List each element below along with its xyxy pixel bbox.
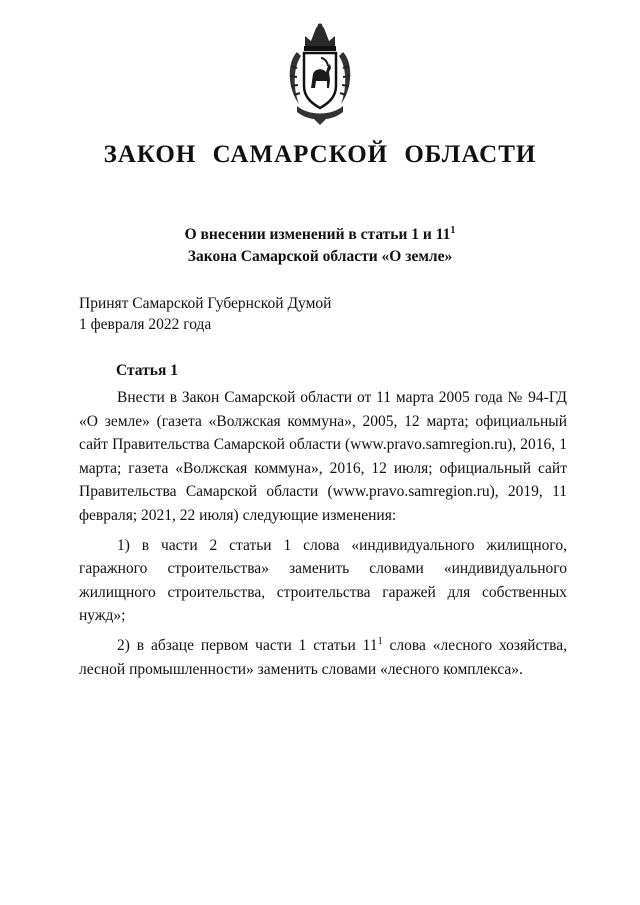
amendment-item-2-start: 2) в абзаце первом части 1 статьи 11 — [117, 636, 378, 654]
article-heading: Статья 1 — [116, 362, 178, 379]
amendment-item-1: 1) в части 2 статьи 1 слова «индивидуального жилищного, гаражного строительства» заменить словами «индивидуального жилищного строительства, строительства гаражей для собственных нужд»; — [79, 536, 567, 625]
article-intro: Внести в Закон Самарской области от 11 марта 2005 года № 94-ГД «О земле» (газета «Волжская коммуна», 2005, 12 марта; официальный сайт Правительства Самарской области (www.pravo.samregion.ru), 2016, 1 марта; газета «Волжская коммуна», 2016, 12 июля; официальный сайт Правительства Самарской области (www.pravo.samregion.ru), 2019, 11 февраля; 2021, 22 июля) следующие изменения: — [79, 389, 567, 524]
coat-of-arms-icon — [283, 22, 357, 126]
adoption-info — [79, 293, 331, 335]
amendment-item-2 — [79, 634, 567, 681]
law-subject — [0, 224, 640, 268]
subject-line-1 — [0, 224, 640, 246]
amendment-item-2-end: слова «лесного хозяйства, лесной промышленности» заменить словами «лесного комплекса». — [79, 636, 567, 678]
subject-superscript: 1 — [450, 225, 456, 236]
adoption-date: 1 февраля 2022 года — [79, 316, 212, 333]
subject-line-1-text: О внесении изменений в статьи 1 и 11 — [184, 226, 451, 243]
article-body — [79, 386, 567, 681]
subject-line-2: Закона Самарской области «О земле» — [187, 248, 453, 265]
law-title: ЗАКОН САМАРСКОЙ ОБЛАСТИ — [103, 141, 537, 168]
amendment-item-2-superscript: 1 — [377, 635, 383, 647]
adoption-body: Принят Самарской Губернской Думой — [79, 295, 332, 312]
